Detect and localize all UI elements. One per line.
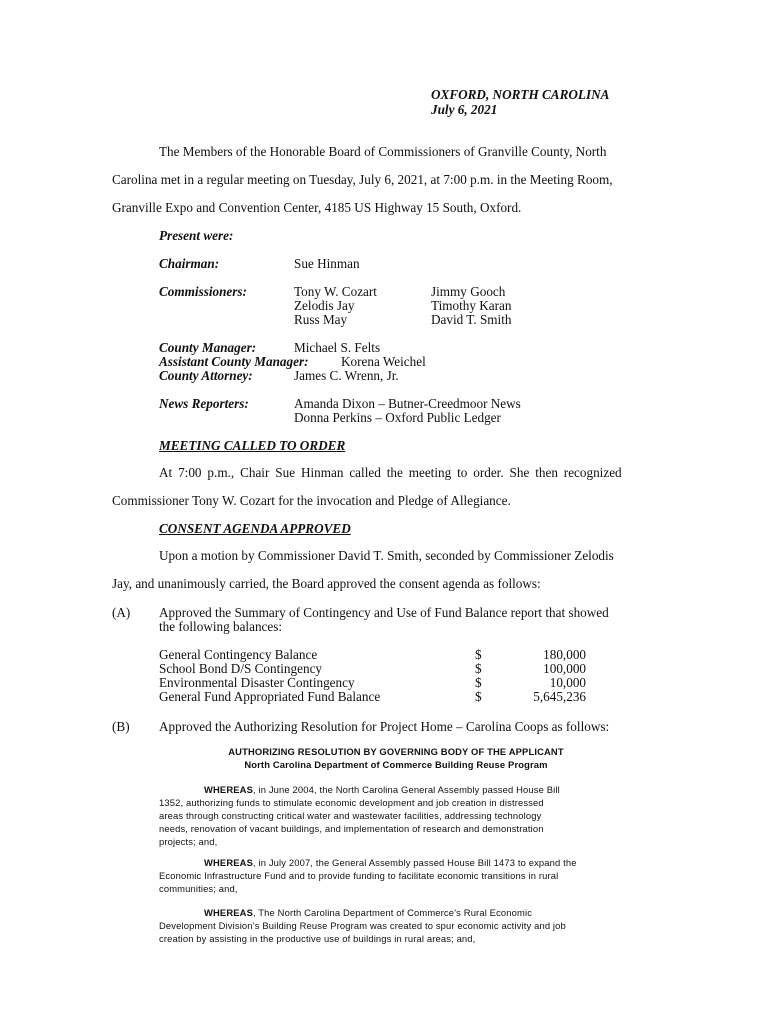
meeting-called-heading: MEETING CALLED TO ORDER [159, 438, 346, 453]
commissioner-name: Tony W. Cozart [294, 284, 377, 299]
commissioner-name: Jimmy Gooch [431, 284, 506, 299]
news-reporters-label: News Reporters: [159, 396, 249, 411]
paragraph-line: 1352, authorizing funds to stimulate economic development and job creation in distressed [159, 797, 544, 808]
present-label: Present were: [159, 228, 234, 243]
chairman-label: Chairman: [159, 256, 220, 271]
news-reporter: Donna Perkins – Oxford Public Ledger [294, 410, 501, 425]
resolution-paragraph-2 [204, 857, 577, 868]
whereas-keyword: WHEREAS [204, 784, 253, 795]
balance-amount: 180,000 [543, 647, 586, 662]
paragraph-text: , The North Carolina Department of Commerce’s Rural Economic [252, 907, 533, 918]
paragraph-line: areas through constructing critical water and wastewater facilities, addressing technology [159, 810, 542, 821]
county-attorney-name: James C. Wrenn, Jr. [294, 368, 399, 383]
consent-agenda-heading: CONSENT AGENDA APPROVED [159, 521, 351, 536]
paragraph-line: projects; and, [159, 836, 218, 847]
balance-amount: 10,000 [549, 675, 586, 690]
commissioner-name: Timothy Karan [431, 298, 512, 313]
meeting-called-line-1: At 7:00 p.m., Chair Sue Hinman called the meeting to order. She then recognized [159, 465, 622, 480]
balance-currency: $ [475, 675, 482, 690]
paragraph-line: needs, renovation of vacant buildings, and implementation of research and demonstration [159, 823, 544, 834]
intro-line-3: Granville Expo and Convention Center, 4185 US Highway 15 South, Oxford. [112, 200, 522, 215]
chairman-name: Sue Hinman [294, 256, 360, 271]
county-attorney-label: County Attorney: [159, 368, 253, 383]
item-a-line-1: Approved the Summary of Contingency and Use of Fund Balance report that showed [159, 605, 609, 620]
consent-line-1: Upon a motion by Commissioner David T. Smith, seconded by Commissioner Zelodis [159, 548, 614, 563]
balance-amount: 100,000 [543, 661, 586, 676]
commissioner-name: David T. Smith [431, 312, 512, 327]
paragraph-line: Development Division’s Building Reuse Program was created to spur economic activity and job [159, 920, 566, 931]
commissioner-name: Russ May [294, 312, 348, 327]
paragraph-line: communities; and, [159, 883, 238, 894]
balance-label: School Bond D/S Contingency [159, 661, 323, 676]
whereas-keyword: WHEREAS [204, 857, 253, 868]
paragraph-line: Economic Infrastructure Fund and to provide funding to facilitate economic transitions in rural [159, 870, 559, 881]
balance-label: Environmental Disaster Contingency [159, 675, 355, 690]
paragraph-text: , in June 2004, the North Carolina General Assembly passed House Bill [252, 784, 560, 795]
consent-line-2: Jay, and unanimously carried, the Board approved the consent agenda as follows: [112, 576, 541, 591]
county-manager-name: Michael S. Felts [294, 340, 381, 355]
assistant-manager-label: Assistant County Manager: [159, 354, 309, 369]
resolution-paragraph-1 [204, 784, 560, 795]
item-a-marker: (A) [112, 605, 131, 620]
paragraph-line: creation by assisting in the productive use of buildings in rural areas; and, [159, 933, 476, 944]
balance-currency: $ [475, 661, 482, 676]
commissioner-name: Zelodis Jay [294, 298, 355, 313]
balance-amount: 5,645,236 [533, 689, 586, 704]
balance-currency: $ [475, 689, 482, 704]
news-reporter: Amanda Dixon – Butner-Creedmoor News [294, 396, 521, 411]
intro-line-2: Carolina met in a regular meeting on Tuesday, July 6, 2021, at 7:00 p.m. in the Meeting Room, [112, 172, 613, 187]
balance-label: General Contingency Balance [159, 647, 318, 662]
balance-label: General Fund Appropriated Fund Balance [159, 689, 381, 704]
meeting-called-line-2: Commissioner Tony W. Cozart for the invocation and Pledge of Allegiance. [112, 493, 511, 508]
resolution-subtitle: North Carolina Department of Commerce Building Reuse Program [244, 759, 548, 770]
document-date: July 6, 2021 [431, 102, 498, 117]
resolution-title: AUTHORIZING RESOLUTION BY GOVERNING BODY OF THE APPLICANT [228, 746, 564, 757]
item-a-line-2: the following balances: [159, 619, 283, 634]
intro-line-1: The Members of the Honorable Board of Commissioners of Granville County, North [159, 144, 607, 159]
item-b-text: Approved the Authorizing Resolution for Project Home – Carolina Coops as follows: [159, 719, 610, 734]
balance-currency: $ [475, 647, 482, 662]
commissioners-label: Commissioners: [159, 284, 247, 299]
assistant-manager-name: Korena Weichel [341, 354, 426, 369]
document-location: OXFORD, NORTH CAROLINA [431, 87, 610, 102]
county-manager-label: County Manager: [159, 340, 257, 355]
item-b-marker: (B) [112, 719, 130, 734]
paragraph-text: , in July 2007, the General Assembly passed House Bill 1473 to expand the [252, 857, 577, 868]
whereas-keyword: WHEREAS [204, 907, 253, 918]
resolution-paragraph-3 [204, 907, 532, 918]
